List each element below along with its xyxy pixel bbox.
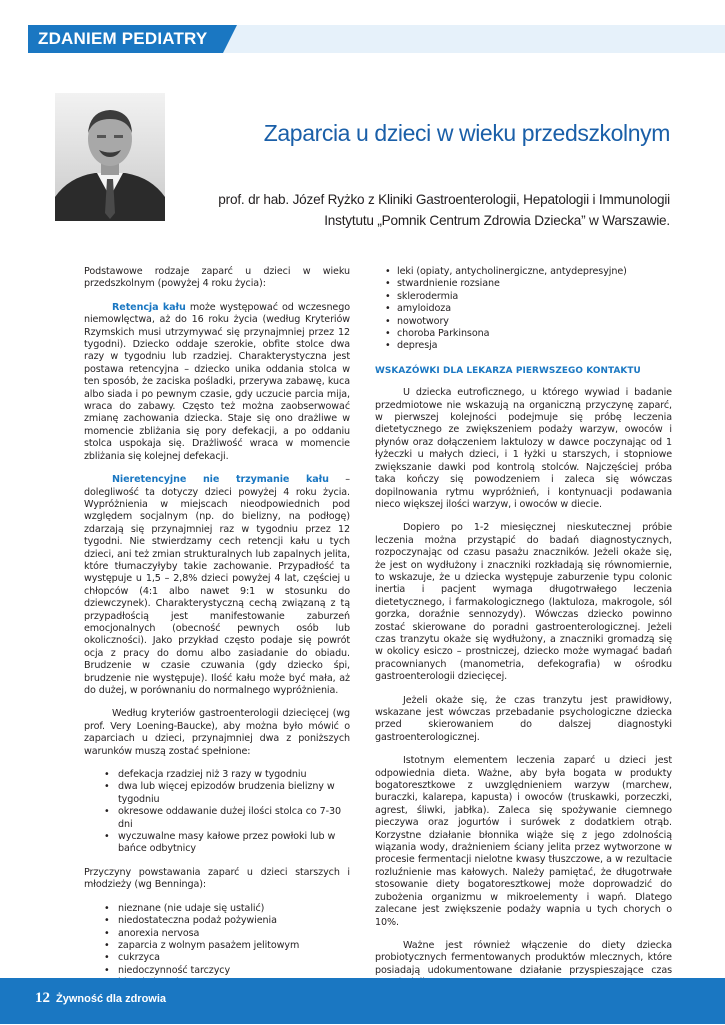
list-item: • niedostateczna podaż pożywienia xyxy=(118,915,350,927)
paragraph: Jeżeli okaże się, że czas tranzytu jest prawidłowy, wskazane jest wówczas przebadanie psychologiczne dziecka przed skierowaniem do dalszej diagnostyki gastroenterologicznej. xyxy=(375,694,672,743)
list-item: • anorexia nervosa xyxy=(118,928,350,940)
article-authors xyxy=(160,189,670,231)
paragraph: Według kryteriów gastroenterologii dziecięcej (wg prof. Very Loening-Baucke), aby można było mówić o zaparciach u dzieci, przynajmniej dwa z poniższych warunków muszą zostać spełnione: xyxy=(84,708,350,757)
paragraph xyxy=(84,302,350,463)
list-item: • nieznane (nie udaje się ustalić) xyxy=(118,903,350,915)
left-column xyxy=(84,266,350,1025)
authors-line: Instytutu „Pomnik Centrum Zdrowia Dziecka” w Warszawie. xyxy=(324,213,670,228)
list-item: • wyczuwalne masy kałowe przez powłoki lub w bańce odbytnicy xyxy=(118,831,350,856)
list-item: • niedoczynność tarczycy xyxy=(118,965,350,977)
list-item: • zaparcia z wolnym pasażem jelitowym xyxy=(118,940,350,952)
page-number: 12 xyxy=(35,990,50,1006)
authors-line: prof. dr hab. Józef Ryżko z Kliniki Gastroenterologii, Hepatologii i Immunologii xyxy=(218,192,670,207)
paragraph: U dziecka eutroficznego, u którego wywiad i badanie przedmiotowe nie wskazują na organiczną przyczynę zaparć, w pierwszej kolejności podejmuje się próbę leczenia dietetycznego ze zwiększeniem podaży warzyw, owoców i płynów oraz dołączeniem laktulozy w dawce poczynając od 1 łyżeczki u małych dzieci, i 1 łyżki u starszych, i stopniowe zwiększanie dawki pod kontrolą stolców. Najczęściej próba taka kończy się powodzeniem i zaleca się wówczas dopilnowania rytmu wypróżnień, i kontynuacji podawania nieco większej ilości warzyw, i owoców w diecie. xyxy=(375,387,672,510)
paragraph: Dopiero po 1-2 miesięcznej nieskutecznej próbie leczenia można przystąpić do badań diagnostycznych, rozpoczynając od czasu pasażu znaczników. Jeżeli okaże się, że jest on wydłużony i znaczniki rozkładają się równomiernie, to wskazuje, że u dziecka występuje zaburzenie typu colonic inertia i pacjent wymaga długotrwałego leczenia dietetycznego, i farmakologicznego (laktuloza, makrogole, sól gorzka, doraźnie sennozydy). Wówczas dziecko powinno zostać skierowane do poradni gastroenterologicznej. Jeżeli czas tranzytu okaże się wydłużony, a znaczniki gromadzą się w okolicy esiczo – prostniczej, dziecko może wymagać badań pracownianych (manometria, defekografia) w ośrodku gastroenterologii dziecięcej. xyxy=(375,522,672,683)
author-photo-icon xyxy=(55,93,165,221)
paragraph-text: – dolegliwość ta dotyczy dzieci powyżej 4 roku życia. Wypróżnienia w miejscach nieodpowiednich pod względem socjalnym (np. do bielizny, na podłogę) zdarzają się przynajmniej raz w tygodniu przez 12 tygodni. Nie stwierdzamy cech retencji kału u tych dzieci, ani też zmian strukturalnych lub zapalnych jelita, które tłumaczyłyby takie zachowanie. Przypadłość ta występuje u 1,5 – 2,8% dzieci powyżej 4 lat, częściej u chłopców (4:1 albo nawet 9:1 w stosunku do dziewczynek). Charakterystyczną cechą związaną z tą przypadłością jest manifestowanie zaburzeń emocjonalnych (obecność pewnych osób lub okoliczności). Jako przykład często podaje się powrót ocja z pracy do domu albo zasiadanie do obiadu. Brudzenie w czasie czuwania (gdy dziecko śpi, brudzenie nie występuje). Ilość kału może być mała, aż do dużej, w porównaniu do normalnego wypróżnienia. xyxy=(84,474,350,696)
paragraph xyxy=(84,474,350,697)
author-portrait xyxy=(55,93,165,221)
term-highlight: Retencja kału xyxy=(112,301,186,313)
list-item: • defekacja rzadziej niż 3 razy w tygodniu xyxy=(118,769,350,781)
paragraph-text: może występować od wczesnego niemowlęctwa, aż do 16 roku życia (według Kryteriów Rzymskich musi utrzymywać się przynajmniej przez 12 tygodni). Dziecko oddaje szerokie, obfite stolce dwa razy w tygodniu lub rzadziej. Charakterystyczna jest postawa retencyjna – dziecko unika oddania stolca w ten sposób, że zaciska pośladki, przerywa zabawę, kuca albo siada i po pewnym czasie, gdy uczucie parcia mija, wraca do zabawy. Często też można zaobserwować zmianę zachowania dziecka. Staje się ono drażliwe w momencie zbliżania się pory defekacji, a po oddaniu stolca uspokaja się. Drażliwość wraca w momencie zbliżania się kolejnej defekacji. xyxy=(84,301,350,462)
causes-list-continued xyxy=(375,266,672,353)
list-item: • amyloidoza xyxy=(397,303,672,315)
list-item: • leki (opiaty, antycholinergiczne, antydepresyjne) xyxy=(397,266,672,278)
paragraph: Ważne jest również włączenie do diety dziecka probiotycznych fermentowanych produktów mlecznych, które posiadają udokumentowane działanie przyspieszające czas xyxy=(375,939,672,976)
article-title: Zaparcia u dzieci w wieku przedszkolnym xyxy=(263,120,670,146)
list-item: • cukrzyca xyxy=(118,952,350,964)
section-heading: WSKAZÓWKI DLA LEKARZA PIERWSZEGO KONTAKTU xyxy=(375,365,641,376)
section-label: ZDANIEM PEDIATRY xyxy=(28,25,223,53)
list-item: • okresowe oddawanie dużej ilości stolca co 7-30 dni xyxy=(118,806,350,831)
list-item: • stwardnienie rozsiane xyxy=(397,278,672,290)
list-item: • nowotwory xyxy=(397,316,672,328)
paragraph: Istotnym elementem leczenia zaparć u dzieci jest odpowiednia dieta. Ważne, aby była bogata w produkty bogatoresztkowe z uwzględnieniem warzyw (marchew, buraczki, kalarepa, kapusta) i owoców (truskawki, porzeczki, agrest, śliwki, jabłka). Zaleca się spożywanie ciemnego pieczywa oraz jogurtów i surówek z dodatkiem otrąb. Korzystne działanie błonnika wiąże się z jego zdolnością wiązania wody, drażnieniem ściany jelita przez wytworzone w procesie fermentacji nielotne kwasy tłuszczowe, a w rezultacie rozluźnienie mas kałowych. Należy pamiętać, że długotrwałe stosowanie diety bogatoresztkowej może doprowadzić do zubożenia organizmu w mikroelementy i wapń. Dlatego zalecane jest zwiększenie podaży wapnia u tych chorych o 10%. xyxy=(375,755,672,928)
list-item: • dwa lub więcej epizodów brudzenia bielizny w tygodniu xyxy=(118,781,350,806)
magazine-name: Żywność dla zdrowia xyxy=(56,993,167,1005)
list-item: • sklerodermia xyxy=(397,291,672,303)
paragraph: Przyczyny powstawania zaparć u dzieci starszych i młodzieży (wg Benninga): xyxy=(84,866,350,891)
list-item: • depresja xyxy=(397,340,672,352)
term-highlight: Nieretencyjne nie trzymanie kału xyxy=(112,474,329,486)
right-column xyxy=(375,266,672,1001)
list-item: • choroba Parkinsona xyxy=(397,328,672,340)
criteria-list xyxy=(84,769,350,856)
intro-paragraph: Podstawowe rodzaje zaparć u dzieci w wieku przedszkolnym (powyżej 4 roku życia): xyxy=(84,266,350,290)
